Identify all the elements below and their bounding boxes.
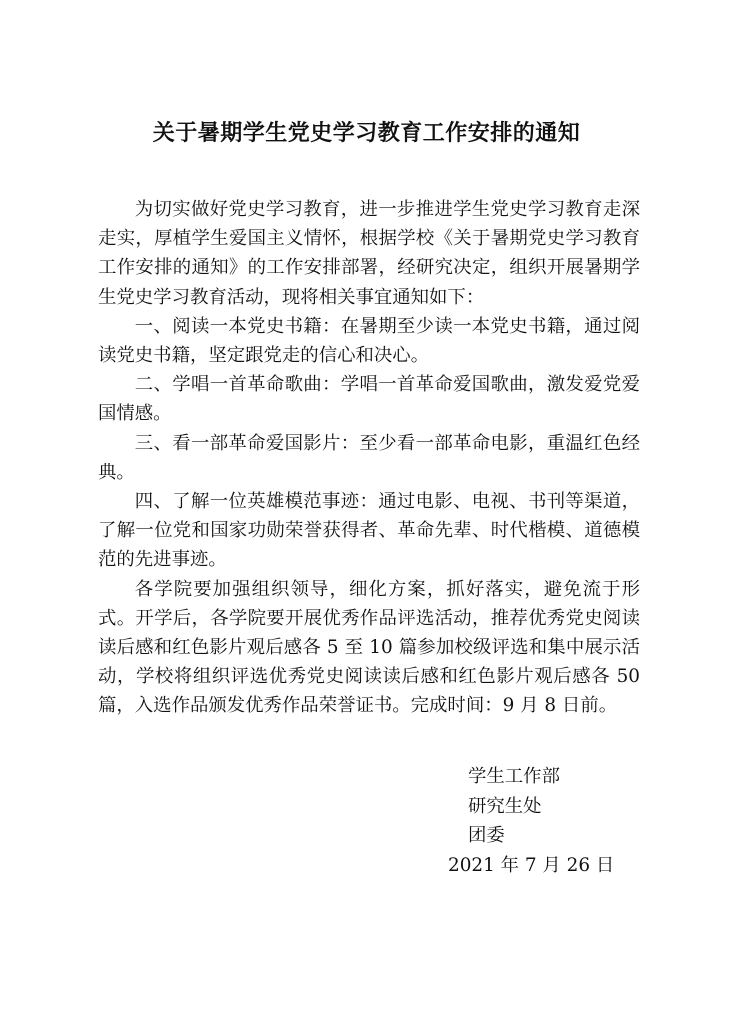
intro-paragraph: 为切实做好党史学习教育，进一步推进学生党史学习教育走深走实，厚植学生爱国主义情怀，根据学校《关于暑期党史学习教育工作安排的通知》的工作安排部署，经研究决定，组织开展暑期学生党史学习教育活动，现将相关事宜通知如下： [98, 199, 640, 308]
issuer-youth-league: 团委 [468, 825, 505, 846]
document-body [98, 195, 640, 721]
item-singing-paragraph: 二、学唱一首革命歌曲：学唱一首革命爱国歌曲，激发爱党爱国情感。 [98, 374, 640, 425]
signature-block [448, 762, 615, 880]
item-hero-paragraph: 四、了解一位英雄模范事迹：通过电影、电视、书刊等渠道，了解一位党和国家功勋荣誉获得者、革命先辈、时代楷模、道德模范的先进事迹。 [98, 491, 640, 571]
document-title: 关于暑期学生党史学习教育工作安排的通知 [152, 120, 581, 146]
signature-date: 2021 年 7 月 26 日 [448, 854, 615, 876]
item-reading-paragraph: 一、阅读一本党史书籍：在暑期至少读一本党史书籍，通过阅读党史书籍，坚定跟党走的信心和决心。 [98, 315, 640, 367]
issuer-student-affairs: 学生工作部 [468, 766, 560, 787]
requirements-paragraph: 各学院要加强组织领导，细化方案，抓好落实，避免流于形式。开学后，各学院要开展优秀作品评选活动，推荐优秀党史阅读读后感和红色影片观后感各 5 至 10 篇参加校级评选和集中展示活动，学校将组织评选优秀党史阅读读后感和红色影片观后感各 50 篇，入选作品颁发优秀作品荣誉证书。完成时间：9 月 8 日前。 [98, 578, 640, 717]
issuer-graduate-office: 研究生处 [468, 795, 542, 817]
item-film-paragraph: 三、看一部革命爱国影片：至少看一部革命电影，重温红色经典。 [98, 432, 640, 483]
